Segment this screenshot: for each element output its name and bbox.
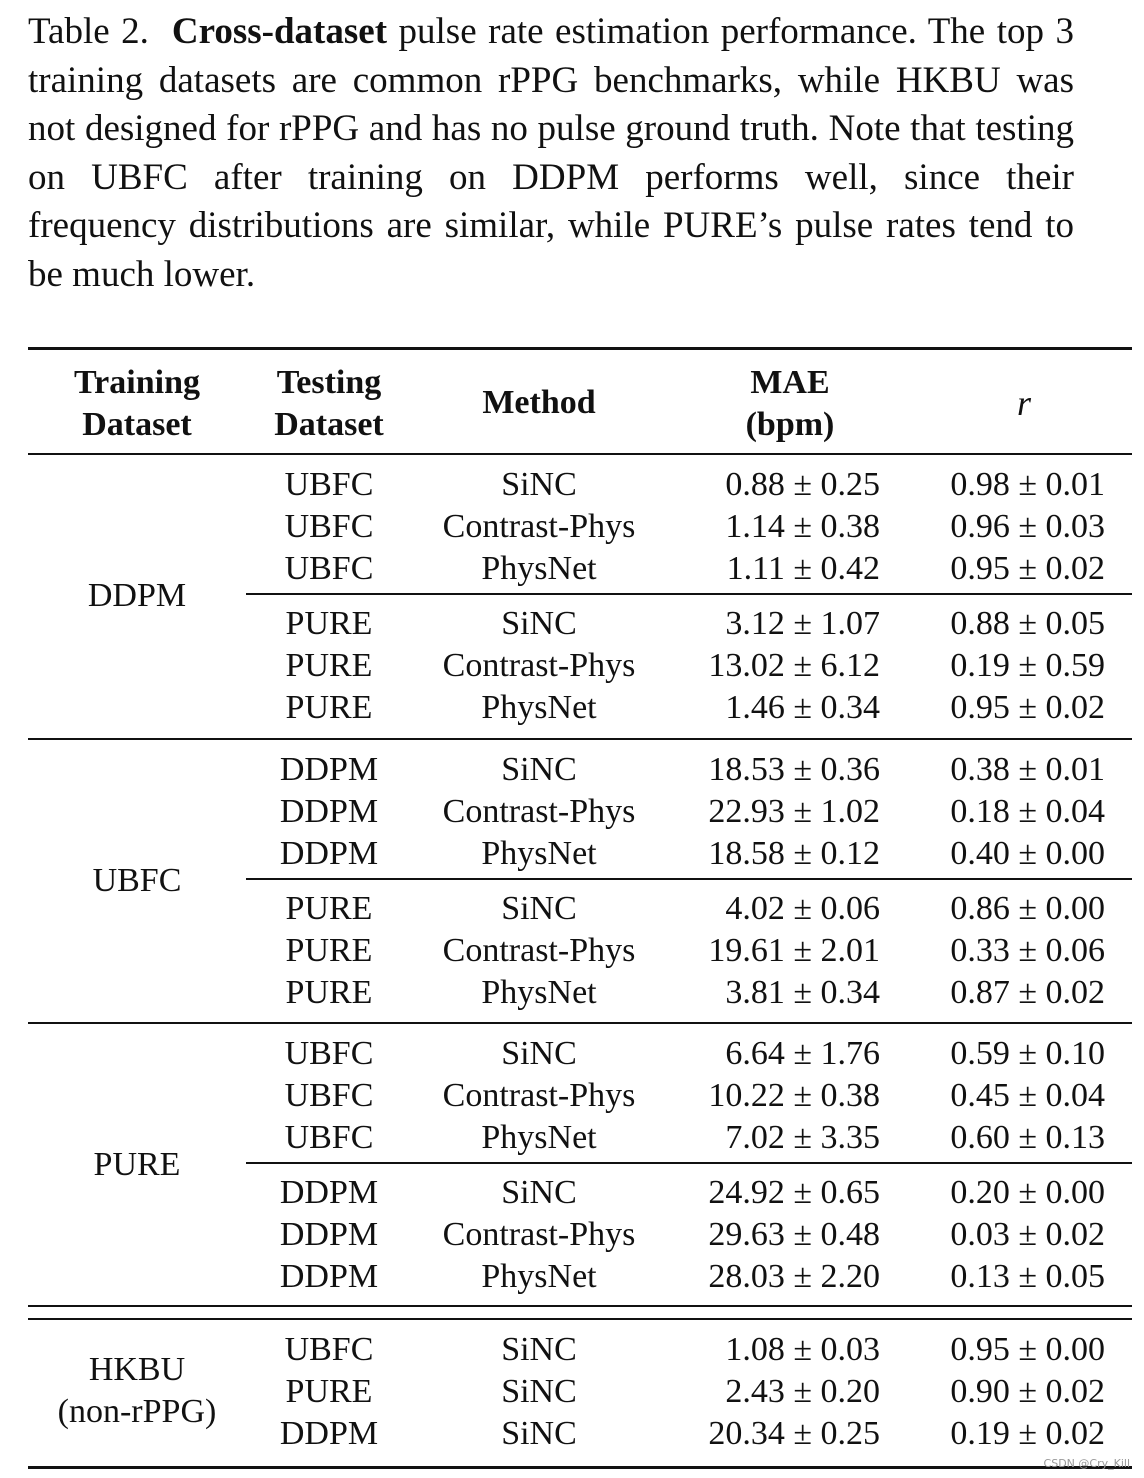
- caption-text: pulse rate estimation performance. The top 3 training datasets are common rPPG benchmarks, while HKBU was not designed for rPPG and has no pulse ground truth. Note that testing on UBFC after training on DDPM performs well, since their frequency distributions are similar, while PURE’s pulse rates tend to be much lower.: [28, 11, 1074, 295]
- method-cell: SiNC: [501, 751, 577, 788]
- mae-cell: 4.02 ± 0.06: [725, 890, 880, 927]
- r-cell: 0.86 ± 0.00: [950, 890, 1105, 927]
- header-testing-dataset: Testing Dataset: [274, 364, 384, 443]
- method-cell: SiNC: [501, 1415, 577, 1452]
- r-cell: 0.45 ± 0.04: [950, 1077, 1105, 1114]
- mae-cell: 3.12 ± 1.07: [725, 605, 880, 642]
- r-cell: 0.90 ± 0.02: [950, 1373, 1105, 1410]
- mae-cell: 13.02 ± 6.12: [708, 647, 880, 684]
- mae-cell: 18.58 ± 0.12: [708, 835, 880, 872]
- method-cell: PhysNet: [481, 1119, 597, 1156]
- method-cell: Contrast-Phys: [442, 508, 636, 545]
- r-cell: 0.88 ± 0.05: [950, 605, 1105, 642]
- method-cell: PhysNet: [481, 689, 597, 726]
- testing-dataset-cell: UBFC: [284, 550, 374, 587]
- block-rule: [246, 593, 1132, 595]
- mae-cell: 3.81 ± 0.34: [725, 974, 880, 1011]
- header-method: Method: [482, 384, 596, 421]
- mae-cell: 10.22 ± 0.38: [708, 1077, 880, 1114]
- method-cell: Contrast-Phys: [442, 647, 636, 684]
- method-cell: Contrast-Phys: [442, 932, 636, 969]
- testing-dataset-cell: UBFC: [284, 508, 374, 545]
- training-dataset-label: (non-rPPG): [57, 1393, 217, 1430]
- method-cell: Contrast-Phys: [442, 793, 636, 830]
- training-dataset-label: UBFC: [92, 862, 182, 899]
- header-mae: MAE (bpm): [745, 364, 835, 443]
- r-cell: 0.95 ± 0.02: [950, 689, 1105, 726]
- mae-cell: 28.03 ± 2.20: [708, 1258, 880, 1295]
- r-cell: 0.60 ± 0.13: [950, 1119, 1105, 1156]
- mae-cell: 7.02 ± 3.35: [725, 1119, 880, 1156]
- method-cell: Contrast-Phys: [442, 1216, 636, 1253]
- testing-dataset-cell: DDPM: [279, 1216, 379, 1253]
- method-cell: PhysNet: [481, 550, 597, 587]
- r-cell: 0.59 ± 0.10: [950, 1035, 1105, 1072]
- testing-dataset-cell: UBFC: [284, 1331, 374, 1368]
- training-dataset-cell: [28, 860, 246, 902]
- r-cell: 0.13 ± 0.05: [950, 1258, 1105, 1295]
- method-cell: PhysNet: [481, 1258, 597, 1295]
- testing-dataset-cell: PURE: [285, 605, 373, 642]
- mae-cell: 1.14 ± 0.38: [725, 508, 880, 545]
- training-dataset-label: PURE: [93, 1146, 181, 1183]
- caption-bold: Cross-dataset: [171, 11, 388, 52]
- r-cell: 0.19 ± 0.59: [950, 647, 1105, 684]
- mae-cell: 22.93 ± 1.02: [708, 793, 880, 830]
- testing-dataset-cell: PURE: [285, 689, 373, 726]
- testing-dataset-cell: DDPM: [279, 1174, 379, 1211]
- testing-dataset-cell: UBFC: [284, 466, 374, 503]
- r-cell: 0.98 ± 0.01: [950, 466, 1105, 503]
- header-rule: [28, 453, 1132, 455]
- mae-cell: 29.63 ± 0.48: [708, 1216, 880, 1253]
- testing-dataset-cell: DDPM: [279, 1258, 379, 1295]
- testing-dataset-cell: PURE: [285, 647, 373, 684]
- watermark: CSDN @Cry_Kill: [1043, 1457, 1130, 1470]
- group-rule: [28, 1022, 1132, 1024]
- r-cell: 0.95 ± 0.02: [950, 550, 1105, 587]
- r-cell: 0.18 ± 0.04: [950, 793, 1105, 830]
- method-cell: PhysNet: [481, 974, 597, 1011]
- r-cell: 0.87 ± 0.02: [950, 974, 1105, 1011]
- mae-cell: 20.34 ± 0.25: [708, 1415, 880, 1452]
- method-cell: SiNC: [501, 890, 577, 927]
- mae-cell: 19.61 ± 2.01: [708, 932, 880, 969]
- mae-cell: 24.92 ± 0.65: [708, 1174, 880, 1211]
- method-cell: PhysNet: [481, 835, 597, 872]
- r-cell: 0.95 ± 0.00: [950, 1331, 1105, 1368]
- group-double-rule: [28, 1318, 1132, 1320]
- training-dataset-cell: [28, 1144, 246, 1186]
- training-dataset-label: HKBU: [88, 1351, 186, 1388]
- method-cell: Contrast-Phys: [442, 1077, 636, 1114]
- mae-cell: 1.46 ± 0.34: [725, 689, 880, 726]
- caption-label: Table 2.: [28, 11, 149, 52]
- training-dataset-label: DDPM: [87, 577, 187, 614]
- bottom-rule: [28, 1466, 1132, 1469]
- testing-dataset-cell: UBFC: [284, 1035, 374, 1072]
- header-r: r: [1016, 383, 1031, 423]
- r-cell: 0.20 ± 0.00: [950, 1174, 1105, 1211]
- testing-dataset-cell: UBFC: [284, 1077, 374, 1114]
- testing-dataset-cell: PURE: [285, 1373, 373, 1410]
- testing-dataset-cell: DDPM: [279, 751, 379, 788]
- testing-dataset-cell: PURE: [285, 974, 373, 1011]
- mae-cell: 2.43 ± 0.20: [725, 1373, 880, 1410]
- header-training-dataset: Training Dataset: [74, 364, 200, 443]
- r-cell: 0.19 ± 0.02: [950, 1415, 1105, 1452]
- r-cell: 0.40 ± 0.00: [950, 835, 1105, 872]
- block-rule: [246, 1162, 1132, 1164]
- training-dataset-cell: [28, 575, 246, 617]
- group-rule: [28, 738, 1132, 740]
- r-cell: 0.96 ± 0.03: [950, 508, 1105, 545]
- mae-cell: 1.08 ± 0.03: [725, 1331, 880, 1368]
- r-cell: 0.03 ± 0.02: [950, 1216, 1105, 1253]
- r-cell: 0.38 ± 0.01: [950, 751, 1105, 788]
- testing-dataset-cell: PURE: [285, 890, 373, 927]
- testing-dataset-cell: DDPM: [279, 835, 379, 872]
- group-double-rule: [28, 1305, 1132, 1307]
- method-cell: SiNC: [501, 1174, 577, 1211]
- testing-dataset-cell: PURE: [285, 932, 373, 969]
- training-dataset-cell: [28, 1349, 246, 1433]
- method-cell: SiNC: [501, 1373, 577, 1410]
- table-caption: [28, 8, 1074, 299]
- method-cell: SiNC: [501, 605, 577, 642]
- method-cell: SiNC: [501, 1331, 577, 1368]
- testing-dataset-cell: DDPM: [279, 1415, 379, 1452]
- mae-cell: 1.11 ± 0.42: [726, 550, 880, 587]
- block-rule: [246, 878, 1132, 880]
- method-cell: SiNC: [501, 1035, 577, 1072]
- top-rule: [28, 347, 1132, 350]
- mae-cell: 0.88 ± 0.25: [725, 466, 880, 503]
- mae-cell: 6.64 ± 1.76: [725, 1035, 880, 1072]
- r-cell: 0.33 ± 0.06: [950, 932, 1105, 969]
- testing-dataset-cell: DDPM: [279, 793, 379, 830]
- testing-dataset-cell: UBFC: [284, 1119, 374, 1156]
- mae-cell: 18.53 ± 0.36: [708, 751, 880, 788]
- method-cell: SiNC: [501, 466, 577, 503]
